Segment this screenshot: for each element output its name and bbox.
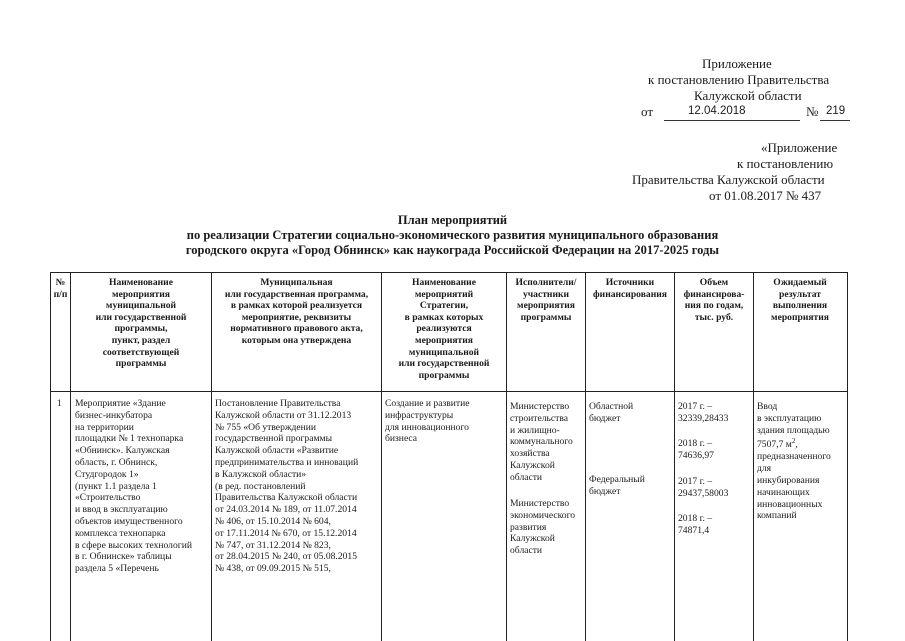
header-sources: Источники финансирования: [593, 277, 667, 300]
appendix-date: 12.04.2018: [688, 105, 746, 117]
row1-executor-economy: Министерство экономического развития Калужской области: [510, 498, 576, 557]
col-divider: [506, 273, 507, 641]
prev-appendix-line2: к постановлению: [737, 156, 834, 171]
col-divider: [753, 273, 754, 641]
col-divider: [674, 273, 675, 641]
row1-result-sup: 2: [791, 437, 796, 446]
header-measure: Наименование мероприятия муниципальной или государственной программы, пункт, раздел соответствующей программы: [95, 277, 187, 370]
row1-strategy: Создание и развитие инфраструктуры для инновационного бизнеса: [385, 398, 470, 445]
appendix-line2: к постановлению Правительства: [648, 72, 830, 87]
row1-result-part1: Ввод в эксплуатацию здания площадью 7507,7 м: [757, 401, 830, 451]
row1-source-regional: Областной бюджет: [589, 401, 634, 424]
row1-volume-2017-federal: 2017 г. – 29437,58003: [678, 476, 729, 499]
plan-title: План мероприятий: [397, 213, 508, 227]
row1-volume-2018-regional: 2018 г. – 74636,97: [678, 438, 714, 461]
plan-subtitle-line1: по реализации Стратегии социально-экономического развития муниципального образования: [186, 228, 719, 242]
header-separator: [51, 391, 847, 392]
row1-measure: Мероприятие «Здание бизнес-инкубатора на территории площадки № 1 технопарка «Обнинск». Калужская область, г. Обнинск, Студгородок 1» (пункт 1.1 раздела 1 «Строительство и ввод в эксплуатацию объектов имущественного комплекса технопарка в сфере высоких технологий в г. Обнинске» таблицы раздела 5 «Перечень: [75, 398, 192, 575]
col-divider: [585, 273, 586, 641]
appendix-line1: Приложение: [702, 56, 772, 71]
appendix-line3: Калужской области: [694, 88, 802, 103]
appendix-from-label: от: [641, 104, 654, 119]
appendix-number: 219: [826, 105, 846, 117]
header-strategy: Наименование мероприятий Стратегии, в рамках которых реализуются мероприятия муниципальной или государственной программы: [398, 277, 490, 381]
appendix-num-label: №: [806, 104, 819, 119]
header-result: Ожидаемый результат выполнения мероприятия: [771, 277, 829, 323]
row1-num: 1: [57, 398, 62, 409]
prev-appendix-line3: Правительства Калужской области: [632, 172, 825, 187]
row1-result-part2: , предназначенного для инкубирования начинающих инновационных компаний: [757, 439, 831, 522]
plan-table: [50, 272, 848, 641]
row1-program: Постановление Правительства Калужской области от 31.12.2013 № 755 «Об утверждении государственной программы Калужской области «Развитие предпринимательства и инноваций в Калужской области» (в ред. постановлений Правительства Калужской области от 24.03.2014 № 189, от 11.07.2014 № 406, от 15.10.2014 № 604, от 17.11.2014 № 670, от 15.12.2014 № 747, от 31.12.2014 № 823, от 28.04.2015 № 240, от 05.08.2015 № 438, от 09.09.2015 № 515,: [215, 398, 359, 575]
row1-source-federal: Федеральный бюджет: [589, 474, 645, 497]
header-program: Муниципальная или государственная программа, в рамках которой реализуется мероприятие, реквизиты нормативного правового акта, которым она утверждена: [224, 277, 369, 346]
header-executors: Исполнители/ участники мероприятия программы: [515, 277, 577, 323]
row1-executor-construction: Министерство строительства и жилищно- коммунального хозяйства Калужской области: [510, 401, 573, 483]
row1-volume-2018-federal: 2018 г. – 74871,4: [678, 513, 713, 536]
plan-subtitle-line2: городского округа «Город Обнинск» как наукограда Российской Федерации на 2017-2025 годы: [185, 243, 720, 257]
row1-volume-2017-regional: 2017 г. – 32339,28433: [678, 401, 729, 424]
row1-result: [757, 401, 845, 522]
number-underline: [820, 120, 850, 121]
date-underline: [664, 120, 800, 121]
header-num: № п/п: [53, 277, 68, 300]
prev-appendix-line4: от 01.08.2017 № 437: [709, 188, 822, 203]
prev-appendix-line1: «Приложение: [761, 140, 838, 155]
header-volume: Объем финансирова- ния по годам, тыс. руб.: [683, 277, 745, 323]
